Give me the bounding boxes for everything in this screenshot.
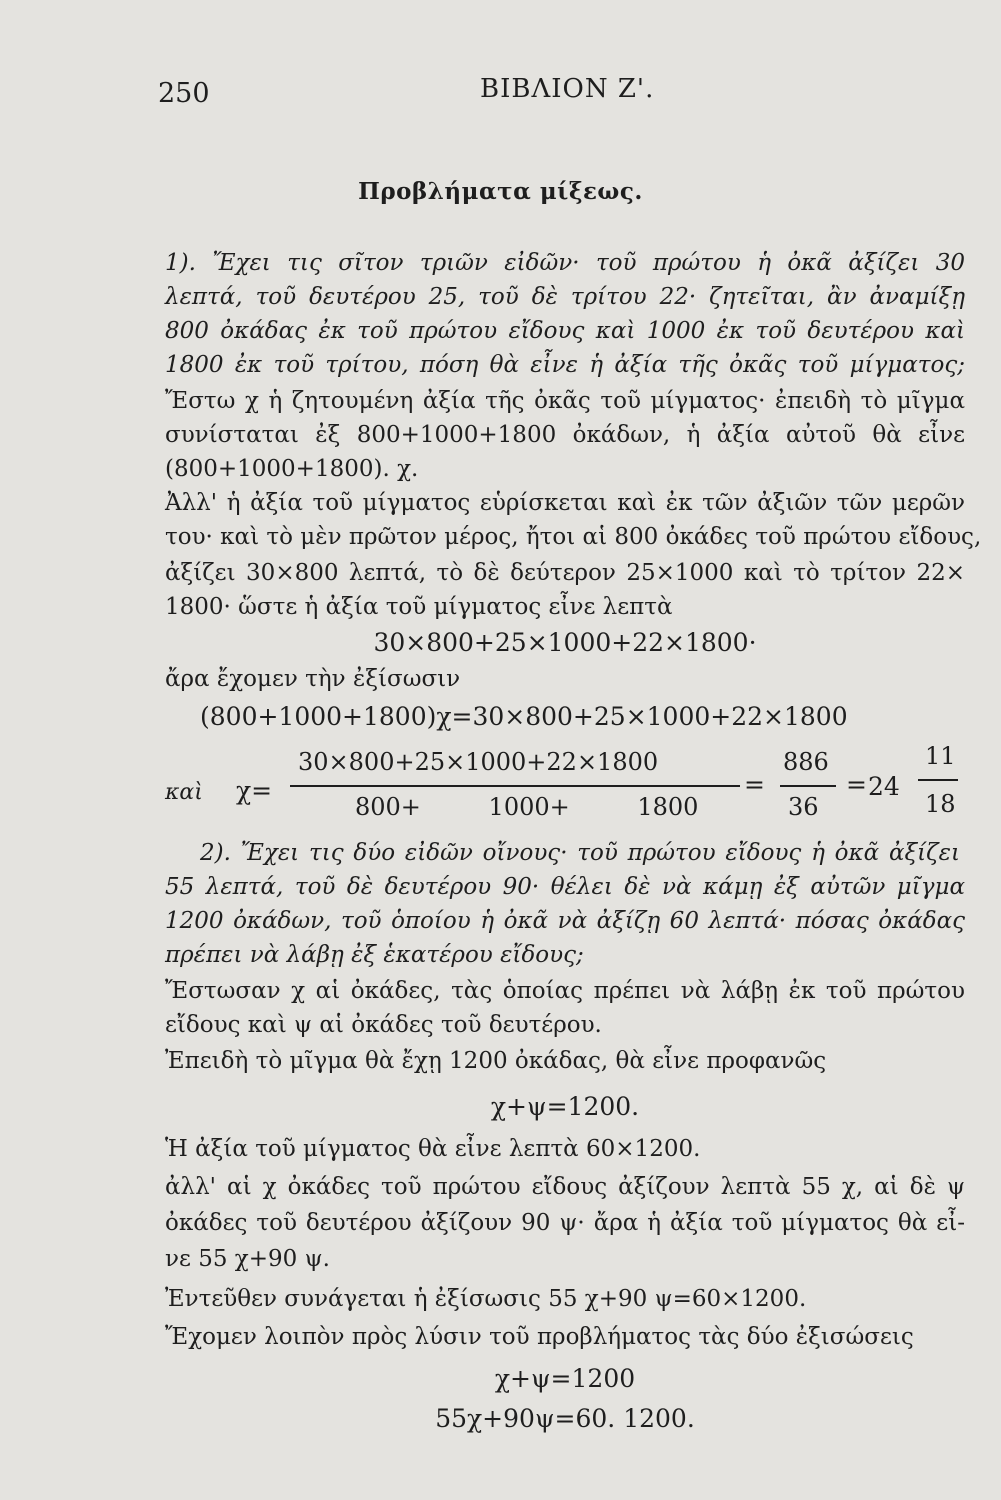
mixed-number-whole: 24 xyxy=(868,772,900,801)
system-equation: 55χ+90ψ=60. 1200. xyxy=(435,1404,695,1433)
problem1-expression: 30×800+25×1000+22×1800· xyxy=(373,628,757,657)
fraction-denominator: 800+ 1000+ 1800 xyxy=(355,793,699,821)
problem1-solution-line: (800+1000+1800). χ. xyxy=(165,456,419,482)
problem2-solution-line: ὀκάδες τοῦ δευτέρου ἀξίζουν 90 ψ· ἄρα ἡ ἀξία τοῦ μίγματος θὰ εἶ- xyxy=(165,1210,965,1236)
mixed-fraction-numerator: 11 xyxy=(925,742,956,770)
problem1-solution-line: Ἔστω χ ἡ ζητουμένη ἀξία τῆς ὀκᾶς τοῦ μίγματος· ἐπειδὴ τὸ μῖγμα xyxy=(165,388,965,414)
problem2-solution-line: ἀλλ' αἱ χ ὀκάδες τοῦ πρώτου εἴδους ἀξίζουν λεπτὰ 55 χ, αἱ δὲ ψ xyxy=(165,1174,965,1200)
problem2-solution-line: νε 55 χ+90 ψ. xyxy=(165,1246,330,1272)
problem2-solution-line: Ἡ ἀξία τοῦ μίγματος θὰ εἶνε λεπτὰ 60×1200. xyxy=(165,1136,701,1162)
ratio-bar xyxy=(780,785,836,787)
problem2-solution-line: Ἐπειδὴ τὸ μῖγμα θὰ ἔχῃ 1200 ὀκάδας, θὰ εἶνε προφανῶς xyxy=(165,1048,827,1074)
problem2-line: 55 λεπτά, τοῦ δὲ δευτέρου 90· θέλει δὲ νὰ κάμῃ ἐξ αὐτῶν μῖγμα xyxy=(165,874,965,900)
fraction-variable: χ= xyxy=(236,776,273,805)
problem1-line: 1800 ἐκ τοῦ τρίτου, πόση θὰ εἶνε ἡ ἀξία τῆς ὀκᾶς τοῦ μίγματος; xyxy=(165,352,965,378)
problem2-solution-line: εἴδους καὶ ψ αἱ ὀκάδες τοῦ δευτέρου. xyxy=(165,1012,602,1038)
mixed-fraction-denominator: 18 xyxy=(925,790,956,818)
problem2-equation: χ+ψ=1200. xyxy=(490,1092,640,1121)
problem1-solution-line: 1800· ὥστε ἡ ἀξία τοῦ μίγματος εἶνε λεπτὰ xyxy=(165,594,673,620)
system-equation: χ+ψ=1200 xyxy=(494,1364,636,1393)
ratio-denominator: 36 xyxy=(788,793,819,821)
problem1-solution-line: του· καὶ τὸ μὲν πρῶτον μέρος, ἤτοι αἱ 800 ὀκάδες τοῦ πρώτου εἴδους, xyxy=(165,524,982,550)
problem1-line: λεπτά, τοῦ δευτέρου 25, τοῦ δὲ τρίτου 22· ζητεῖται, ἂν ἀναμίξῃ xyxy=(165,284,965,310)
page-number: 250 xyxy=(158,78,210,109)
problem1-intro-equation: ἄρα ἔχομεν τὴν ἐξίσωσιν xyxy=(165,666,461,692)
section-title: Προβλήματα μίξεως. xyxy=(358,178,643,205)
fraction-numerator: 30×800+25×1000+22×1800 xyxy=(298,748,659,776)
problem2-solution-line: Ἔχομεν λοιπὸν πρὸς λύσιν τοῦ προβλήματος τὰς δύο ἐξισώσεις xyxy=(165,1324,914,1350)
problem1-solution-line: ἀξίζει 30×800 λεπτά, τὸ δὲ δεύτερον 25×1000 καὶ τὸ τρίτον 22× xyxy=(165,560,965,586)
problem2-solution-line: Ἔστωσαν χ αἱ ὀκάδες, τὰς ὁποίας πρέπει νὰ λάβῃ ἐκ τοῦ πρώτου xyxy=(165,978,965,1004)
problem1-line: 800 ὀκάδας ἐκ τοῦ πρώτου εἴδους καὶ 1000 ἐκ τοῦ δευτέρου καὶ xyxy=(165,318,965,344)
problem1-line: 1). Ἔχει τις σῖτον τριῶν εἰδῶν· τοῦ πρώτου ἡ ὀκᾶ ἀξίζει 30 xyxy=(165,250,965,276)
problem2-line: 1200 ὀκάδων, τοῦ ὁποίου ἡ ὀκᾶ νὰ ἀξίζῃ 60 λεπτά· πόσας ὀκάδας xyxy=(165,908,965,934)
fraction-lead: καὶ xyxy=(165,780,203,805)
problem2-line: 2). Ἔχει τις δύο εἰδῶν οἴνους· τοῦ πρώτου εἴδους ἡ ὀκᾶ ἀξίζει xyxy=(200,840,960,866)
problem1-solution-line: Ἀλλ' ἡ ἀξία τοῦ μίγματος εὑρίσκεται καὶ ἐκ τῶν ἀξιῶν τῶν μερῶν xyxy=(165,490,965,516)
problem2-line: πρέπει νὰ λάβῃ ἐξ ἑκατέρου εἴδους; xyxy=(165,942,584,968)
running-head: ΒΙΒΛΙΟΝ Ζ'. xyxy=(480,74,655,104)
equals-sign: = xyxy=(744,770,765,799)
problem1-equation: (800+1000+1800)χ=30×800+25×1000+22×1800 xyxy=(200,702,848,731)
fraction-bar xyxy=(290,785,740,787)
problem1-solution-line: συνίσταται ἐξ 800+1000+1800 ὀκάδων, ἡ ἀξία αὐτοῦ θὰ εἶνε xyxy=(165,422,965,448)
problem2-solution-line: Ἐντεῦθεν συνάγεται ἡ ἐξίσωσις 55 χ+90 ψ=60×1200. xyxy=(165,1286,807,1312)
ratio-numerator: 886 xyxy=(783,748,829,776)
equals-sign: = xyxy=(846,770,867,799)
mixed-fraction-bar xyxy=(918,779,958,781)
